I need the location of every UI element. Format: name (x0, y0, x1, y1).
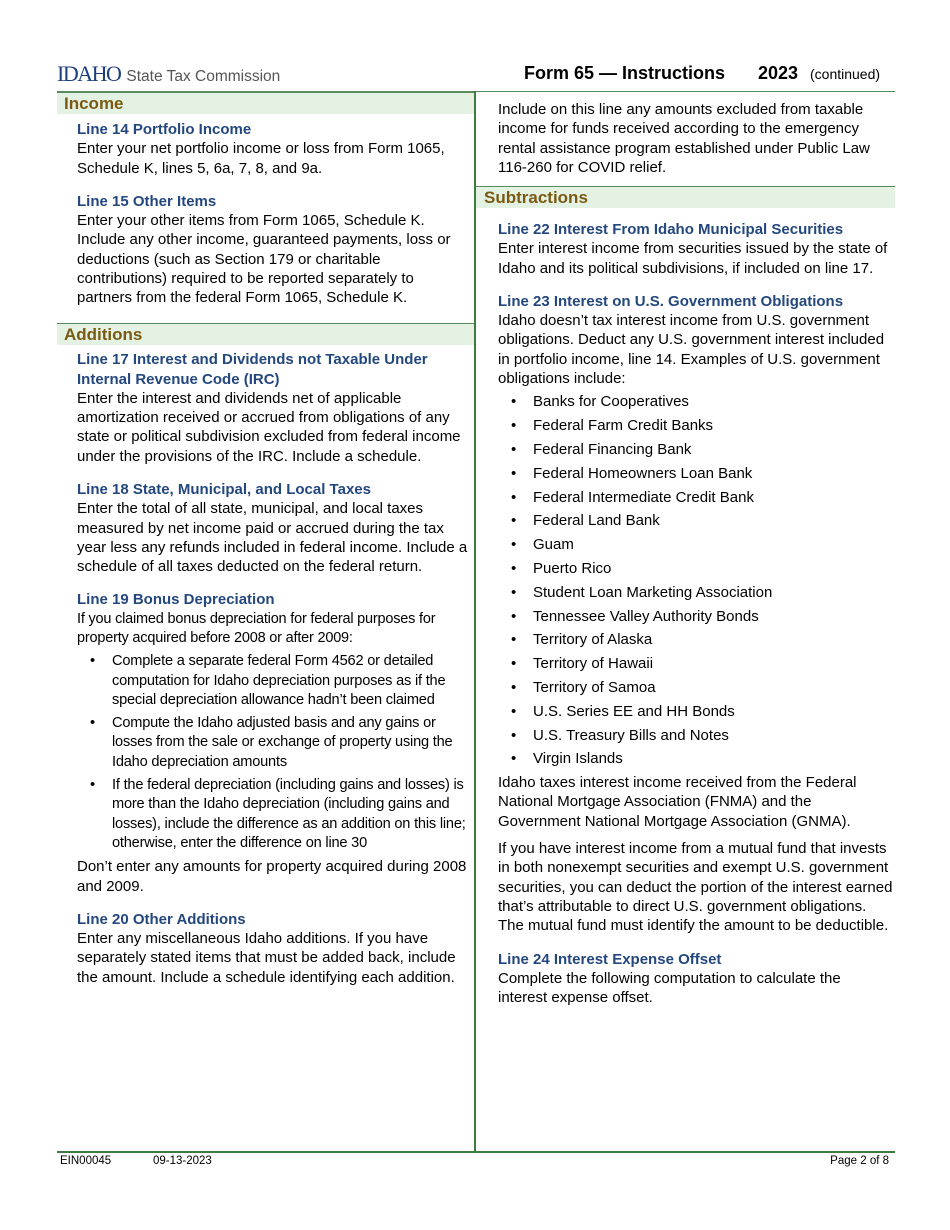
left-column (57, 92, 474, 987)
line19-outro: Don’t enter any amounts for property acquired during 2008 and 2009. (77, 858, 467, 895)
form-title: Form 65 — Instructions (524, 63, 726, 83)
list-item: • Puerto Rico (498, 559, 893, 578)
continued-section (476, 92, 895, 186)
income-section (57, 114, 474, 307)
list-item: • Student Loan Marketing Association (498, 583, 893, 602)
subtractions-section (476, 208, 895, 1007)
list-item: • Guam (498, 535, 893, 554)
continued-label: (continued) (810, 66, 881, 82)
line15-text: Enter your other items from Form 1065, Schedule K. Include any other income, guaranteed payments, loss or deductions (such as Section 179 or charitable contributions) required to be reported separately to partners from the federal Form 1065, Schedule K. (77, 212, 451, 307)
page-header (57, 60, 895, 92)
line22-title: Line 22 Interest From Idaho Municipal Securities (498, 221, 844, 239)
idaho-logo (57, 63, 280, 87)
list-item: • Territory of Alaska (498, 630, 893, 649)
list-item: • If the federal depreciation (including gains and losses) is more than the Idaho depreciation (including gains and losses), include the difference as an addition on this line; otherwise, enter the difference on line 30 (77, 776, 470, 853)
line20-title: Line 20 Other Additions (77, 910, 246, 928)
line14-title: Line 14 Portfolio Income (77, 121, 252, 138)
line24-text: Complete the following computation to calculate the interest expense offset. (498, 969, 841, 1006)
list-item: • Territory of Hawaii (498, 654, 893, 673)
line23-text: Idaho doesn’t tax interest income from U.S. government obligations. Deduct any U.S. government interest included in portfolio income, line 14. Examples of U.S. government obligations include: (498, 312, 885, 388)
line19-title: Line 19 Bonus Depreciation (77, 591, 275, 609)
line19-intro: If you claimed bonus depreciation for federal purposes for property acquired before 2008 or after 2009: (77, 610, 436, 646)
additions-section (57, 345, 474, 986)
list-item: • Federal Land Bank (498, 511, 893, 530)
footer-code: EIN00045 (60, 1155, 112, 1167)
list-item: • Banks for Cooperatives (498, 392, 893, 411)
line18-title: Line 18 State, Municipal, and Local Taxes (77, 481, 371, 499)
footer-date: 09-13-2023 (153, 1155, 212, 1167)
line19-bullet-list (77, 652, 470, 853)
line21-continued-text: Include on this line any amounts excluded from taxable income for funds received according to the emergency rental assistance program established under Public Law 116-260 for COVID relief. (498, 101, 870, 176)
right-column (476, 92, 895, 1007)
line23-title: Line 23 Interest on U.S. Government Obligations (498, 292, 844, 310)
list-item: • Federal Homeowners Loan Bank (498, 464, 893, 483)
list-item: • U.S. Series EE and HH Bonds (498, 702, 893, 721)
us-obligations-list (498, 392, 893, 768)
logo-mark: IDAHO (57, 61, 121, 86)
footer-rule (57, 1151, 895, 1153)
line17-text: Enter the interest and dividends net of applicable amortization received or accrued from obligations of any state or political subdivision excluded from federal income under the provisions of the IRC. Include a schedule. (77, 389, 461, 465)
line14-text: Enter your net portfolio income or loss from Form 1065, Schedule K, lines 5, 6a, 7, 8, and 9a. (77, 140, 445, 177)
section-heading-subtractions: Subtractions (476, 186, 895, 208)
section-heading-additions: Additions (57, 323, 474, 345)
page-number: Page 2 of 8 (830, 1155, 889, 1167)
list-item: • Federal Intermediate Credit Bank (498, 488, 893, 507)
line22-text: Enter interest income from securities issued by the state of Idaho and its political subdivisions, if included on line 17. (498, 240, 888, 277)
line23-fnma-text: Idaho taxes interest income received from the Federal National Mortgage Association (FNMA) and the Government National Mortgage Association (GNMA). (498, 774, 857, 830)
list-item: • Compute the Idaho adjusted basis and any gains or losses from the sale or exchange of property using the Idaho depreciation amounts (77, 714, 470, 772)
line24-title: Line 24 Interest Expense Offset (498, 950, 722, 968)
logo-text: State Tax Commission (126, 68, 281, 85)
line17-title: Line 17 Interest and Dividends not Taxable Under Internal Revenue Code (IRC) (77, 351, 428, 388)
section-heading-income: Income (57, 92, 474, 114)
list-item: • Tennessee Valley Authority Bonds (498, 607, 893, 626)
list-item: • Federal Farm Credit Banks (498, 416, 893, 435)
line23-mutual-fund-text: If you have interest income from a mutual fund that invests in both nonexempt securities and exempt U.S. government securities, you can deduct the portion of the interest earned that’s attributable to direct U.S. government obligations. The mutual fund must identify the amount to be deductible. (498, 840, 893, 935)
list-item: • Complete a separate federal Form 4562 or detailed computation for Idaho depreciation purposes as if the special depreciation allowance hadn’t been claimed (77, 652, 470, 710)
line20-text: Enter any miscellaneous Idaho additions. If you have separately stated items that must be added back, include the amount. Include a schedule identifying each addition. (77, 930, 456, 986)
list-item: • U.S. Treasury Bills and Notes (498, 726, 893, 745)
list-item: • Territory of Samoa (498, 678, 893, 697)
form-year: 2023 (758, 63, 799, 83)
line15-title: Line 15 Other Items (77, 192, 217, 210)
line18-text: Enter the total of all state, municipal, and local taxes measured by net income paid or accrued during the tax year less any refunds included in federal income. Include a schedule of all taxes deducted on the federal return. (77, 500, 468, 576)
list-item: • Federal Financing Bank (498, 440, 893, 459)
list-item: • Virgin Islands (498, 749, 893, 768)
